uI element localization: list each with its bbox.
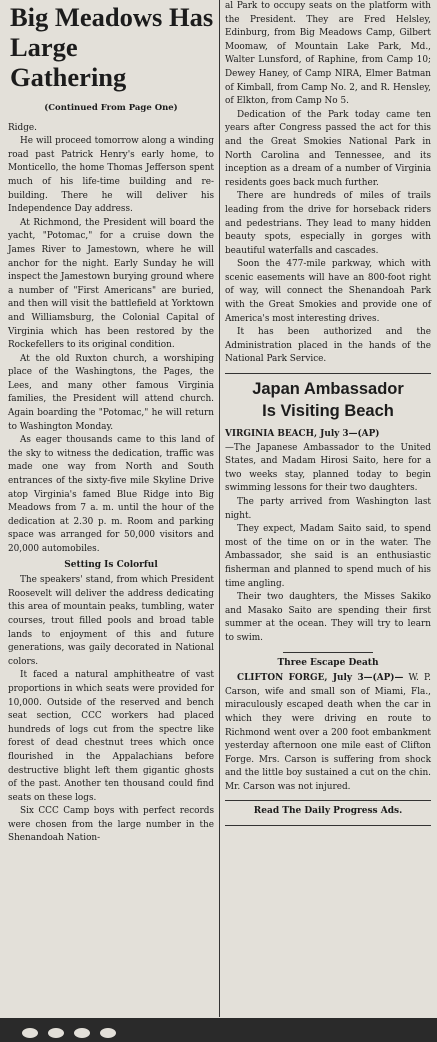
article-paragraph: It faced a natural amphitheatre of vast proportions in which seats were provided for 10,000. Outside of the reserved and bench seat section, CCC workers had placed hundreds of logs cut from the spectre like forest of dead chestnut trees which once flourished in the Appalachians before destructive blight left them gigantic ghosts of the past. Another ten thousand could find seats on these logs. bbox=[8, 670, 214, 803]
article-paragraph: al Park to occupy seats on the platform with the President. They are Fred Helsley, Edinburg, from Big Meadows Camp, Gilbert Moomaw, of Mountain Lake Park, Md., Walter Lunsford, of Raphine, from Camp 10; Dewey Haney, of Camp NIRA, Elmer Batman of Kimball, from Camp No. 2, and R. Hensley, of Elkton, from Camp No 5. bbox=[225, 1, 431, 107]
short-rule bbox=[283, 652, 373, 653]
article-paragraph: The party arrived from Washington last night. bbox=[225, 497, 431, 521]
headline-big-meadows bbox=[10, 2, 214, 92]
article-paragraph: Ridge. bbox=[8, 122, 37, 133]
promo-line: Read The Daily Progress Ads. bbox=[253, 806, 403, 817]
article-paragraph: Six CCC Camp boys with perfect records were chosen from the large number in the Shenandoah Nation- bbox=[8, 806, 214, 844]
article-paragraph: —The Japanese Ambassador to the United States, and Madam Hirosi Saito, here for a two weeks stay, planned today to begin swimming lessons for their two daughters. bbox=[225, 442, 431, 494]
column-divider bbox=[219, 0, 220, 1017]
article-text: W. P. Carson, wife and small son of Miami, Fla., miraculously escaped death when the car in which they were driving en route to Richmond went over a 200 foot embankment yesterday afternoon one mile east of Clifton Forge. Mrs. Carson is suffering from shock and the little boy sustained a cut on the chin. Mr. Carson was not injured. bbox=[225, 673, 431, 792]
article-paragraph: The speakers' stand, from which President Roosevelt will deliver the address dedicating this area of mountain peaks, tumbling, water courses, trout filled pools and broad table lands to enjoyment of this and future generations, was gaily decorated in National colors. bbox=[8, 575, 214, 667]
headline2-line-1: Japan Ambassador bbox=[252, 380, 404, 399]
ornament-dot bbox=[22, 1028, 38, 1038]
headline-japan-ambassador bbox=[225, 378, 431, 422]
dateline-virginia-beach bbox=[225, 428, 431, 442]
headline-line-2: Large Gathering bbox=[10, 32, 127, 92]
headline2-line-2: Is Visiting Beach bbox=[262, 402, 394, 421]
continued-note: (Continued From Page One) bbox=[44, 103, 178, 113]
article-paragraph: He will proceed tomorrow along a winding road past Patrick Henry's early home, to Monticello, the home Thomas Jefferson spent much of his life-time building and re-building. There he will deliver his Independence Day address. bbox=[8, 136, 214, 215]
section-rule bbox=[225, 825, 431, 826]
ornament-dot bbox=[48, 1028, 64, 1038]
section-rule bbox=[225, 800, 431, 801]
dateline-clifton-forge: CLIFTON FORGE, July 3—(AP)— bbox=[237, 673, 404, 684]
section-rule bbox=[225, 373, 431, 374]
subhead-three-escape: Three Escape Death bbox=[277, 657, 379, 668]
right-column bbox=[225, 0, 431, 1012]
dateline: VIRGINIA BEACH, July 3—(AP) bbox=[225, 429, 380, 440]
headline-line-1: Big Meadows Has bbox=[10, 2, 214, 32]
article-paragraph: They expect, Madam Saito said, to spend most of the time on or in the water. The Ambassador, she said is an enthusiastic fisherman and planned to spend much of his time angling. bbox=[225, 524, 431, 589]
article-paragraph bbox=[225, 672, 431, 794]
article-paragraph: Dedication of the Park today came ten years after Congress passed the act for this and the Great Smokies National Park in North Carolina and Tennessee, and its inception as a dream of a number of Virginia residents goes back much further. bbox=[225, 109, 431, 188]
article-paragraph: At the old Ruxton church, a worshiping place of the Washingtons, the Pages, the Lees, and many other famous Virginia families, the President will attend church. Again boarding the "Potomac," he will return to Washington Monday. bbox=[8, 353, 214, 432]
article-paragraph: As eager thousands came to this land of the sky to witness the dedication, traffic was made one way from North and South entrances of the sixty-five mile Skyline Drive atop Virginia's famed Blue Ridge into Big Meadows from 7 a. m. until the hour of the dedication at 2.30 p. m. Room and parking space was arranged for 50,000 visitors and 20,000 automobiles. bbox=[8, 435, 214, 554]
left-column bbox=[8, 0, 214, 1012]
article-paragraph: There are hundreds of miles of trails leading from the drive for horseback riders and pedestrians. They lead to many hidden beauty spots, especially in gorges with beautiful waterfalls and cascades. bbox=[225, 191, 431, 256]
subhead-setting: Setting Is Colorful bbox=[64, 559, 158, 570]
page-bottom-edge bbox=[0, 1018, 437, 1042]
article-paragraph: Their two daughters, the Misses Sakiko and Masako Saito are spending their first summer at the ocean. They will try to learn to swim. bbox=[225, 592, 431, 643]
article-paragraph: It has been authorized and the Administration placed in the hands of the National Park Service. bbox=[225, 327, 431, 365]
article-paragraph: Soon the 477-mile parkway, which with scenic easements will have an 800-foot right of way, will connect the Shenandoah Park with the Great Smokies and provide one of America's most interesting drives. bbox=[225, 259, 431, 324]
ornament-dot bbox=[74, 1028, 90, 1038]
ornament-dot bbox=[100, 1028, 116, 1038]
article-paragraph: At Richmond, the President will board the yacht, "Potomac," for a cruise down the James River to Jamestown, where he will anchor for the night. Early Sunday he will inspect the Jamestown burying ground where a number of "First Americans" are buried, and then will visit the battlefield at Yorktown and Williamsburg, the Colonial Capital of Virginia which has been restored by the Rockefellers to its original condition. bbox=[8, 217, 214, 351]
